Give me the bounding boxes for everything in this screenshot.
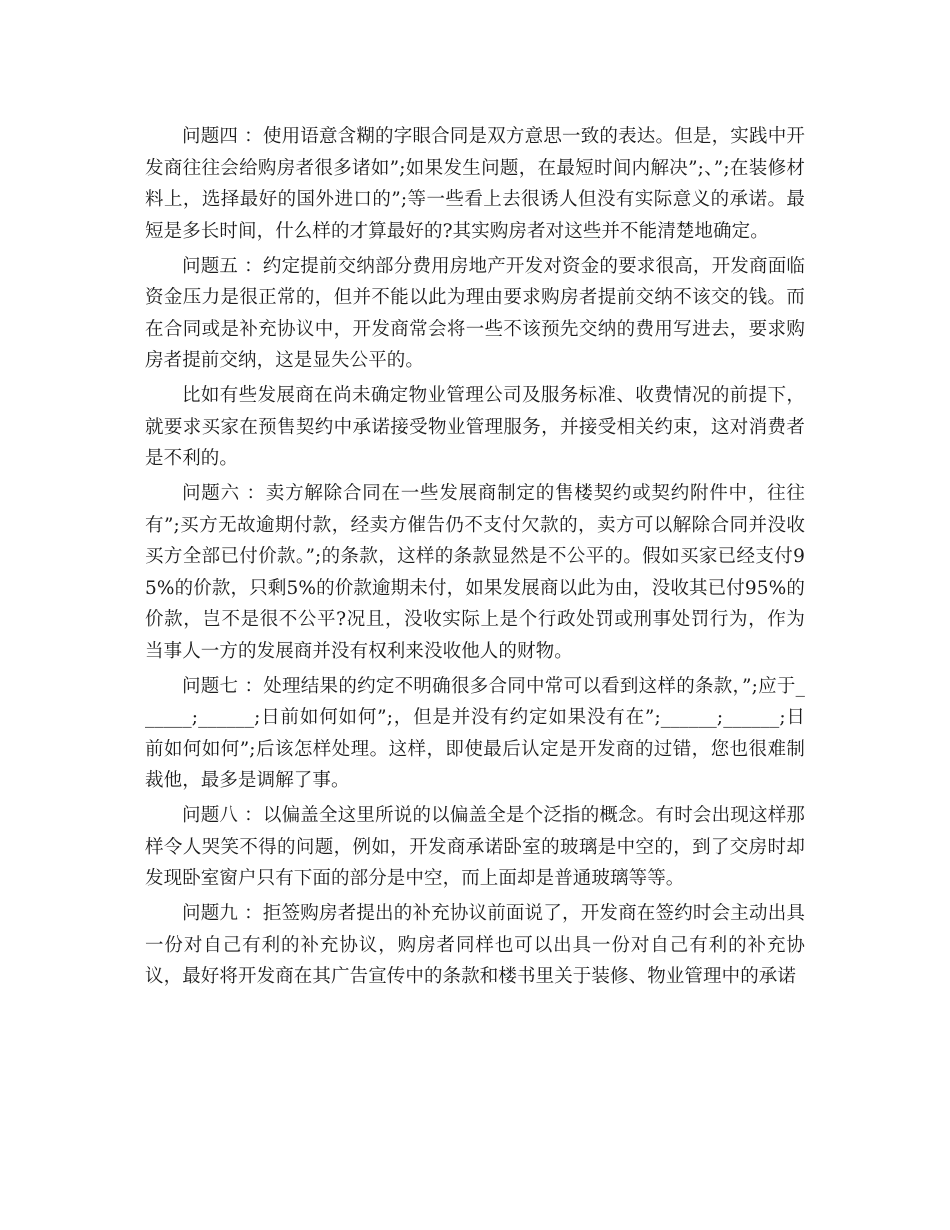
paragraph-issue-8: 问题八 ：以偏盖全这里所说的以偏盖全是个泛指的概念。有时会出现这样那样令人哭笑不得的问题，例如，开发商承诺卧室的玻璃是中空的，到了交房时却发现卧室窗户只有下面的部分是中空，而上面却是普通玻璃等等。 — [145, 805, 805, 889]
paragraph-issue-5: 问题五 ：约定提前交纳部分费用房地产开发对资金的要求很高，开发商面临资金压力是很正常的，但并不能以此为理由要求购房者提前交纳不该交的钱。而在合同或是补充协议中，开发商常会将一些不该预先交纳的费用写进去，要求购房者提前交纳，这是显失公平的。 — [145, 255, 805, 371]
paragraph-issue-4: 问题四 ：使用语意含糊的字眼合同是双方意思一致的表达。但是，实践中开发商往往会给购房者很多诸如”;如果发生问题，在最短时间内解决”;、”;在装修材料上，选择最好的国外进口的”;等一些看上去很诱人但没有实际意义的承诺。最短是多长时间，什么样的才算最好的?其实购房者对这些并不能清楚地确定。 — [145, 126, 805, 242]
paragraph-example: 比如有些发展商在尚未确定物业管理公司及服务标准、收费情况的前提下，就要求买家在预售契约中承诺接受物业管理服务，并接受相关约束，这对消费者是不利的。 — [145, 385, 805, 469]
document-body — [145, 121, 805, 996]
paragraph-issue-7: 问题七 ：处理结果的约定不明确很多合同中常可以看到这样的条款，”;应于______;______;日前如何如何”;，但是并没有约定如果没有在”;______;______;日前如何如何”;后该怎样处理。这样，即使最后认定是开发商的过错，您也很难制裁他，最多是调解了事。 — [145, 675, 805, 791]
paragraph-issue-9: 问题九 ：拒签购房者提出的补充协议前面说了，开发商在签约时会主动出具一份对自己有利的补充协议，购房者同样也可以出具一份对自己有利的补充协议，最好将开发商在其广告宣传中的条款和楼书里关于装修、物业管理中的承诺 — [145, 903, 805, 987]
paragraph-issue-6: 问题六 ：卖方解除合同在一些发展商制定的售楼契约或契约附件中，往往有”;买方无故逾期付款，经卖方催告仍不支付欠款的，卖方可以解除合同并没收买方全部已付价款。”;的条款，这样的条款显然是不公平的。假如买家已经支付95%的价款，只剩5%的价款逾期未付，如果发展商以此为由，没收其已付95%的价款，岂不是很不公平?况且，没收实际上是个行政处罚或刑事处罚行为，作为当事人一方的发展商并没有权利来没收他人的财物。 — [145, 483, 805, 662]
